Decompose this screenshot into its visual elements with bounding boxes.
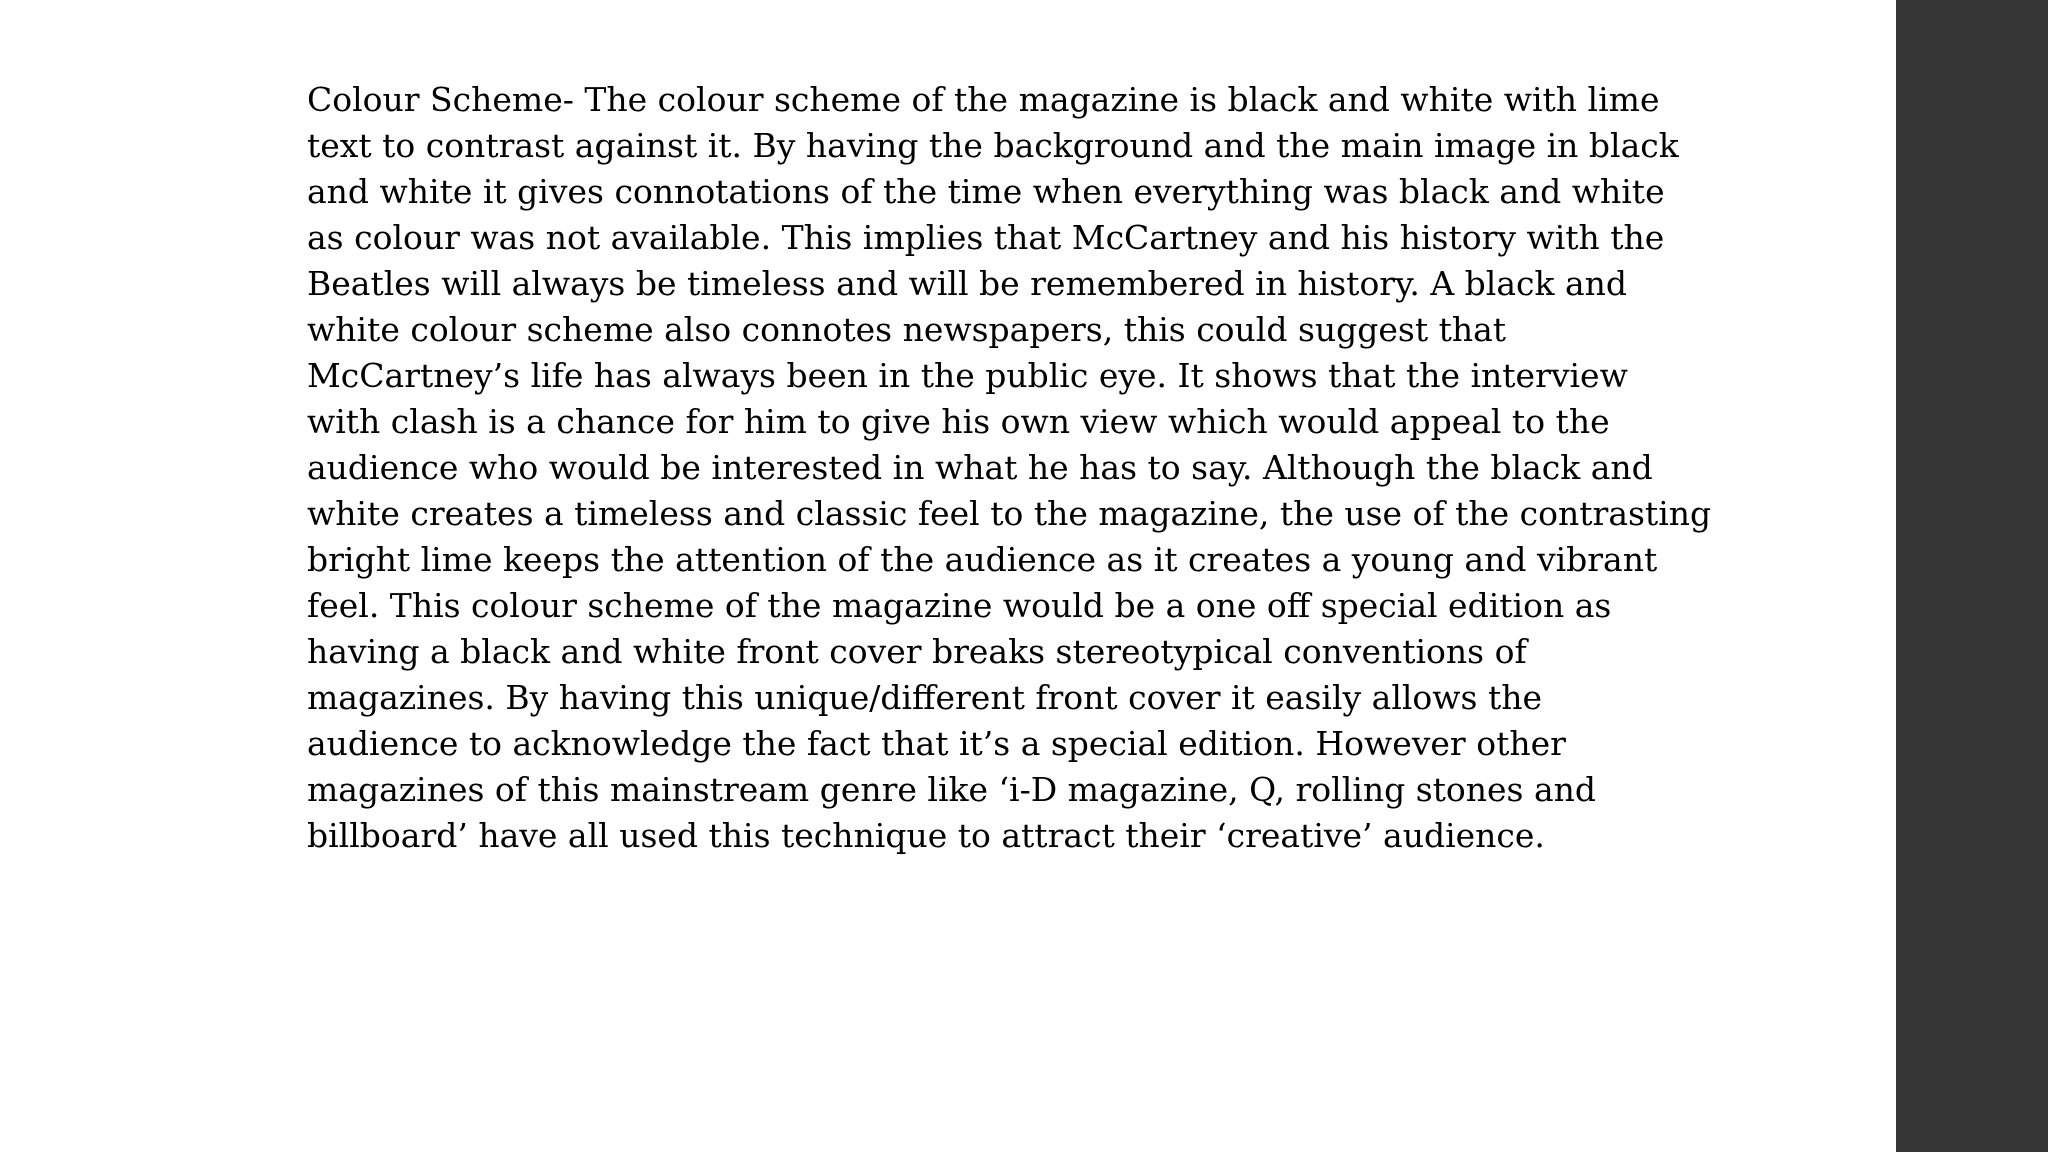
text-line: magazines of this mainstream genre like ‘i-D magazine, Q, rolling stones and: [307, 770, 1597, 809]
text-line: white creates a timeless and classic feel to the magazine, the use of the contrasting: [307, 494, 1712, 533]
text-line: having a black and white front cover breaks stereotypical conventions of: [307, 632, 1527, 671]
text-line: white colour scheme also connotes newspapers, this could suggest that: [307, 310, 1507, 349]
text-line: billboard’ have all used this technique to attract their ‘creative’ audience.: [307, 816, 1545, 855]
text-line: feel. This colour scheme of the magazine would be a one off special edition as: [307, 586, 1612, 625]
text-line: text to contrast against it. By having the background and the main image in black: [307, 126, 1679, 165]
text-line: with clash is a chance for him to give his own view which would appeal to the: [307, 402, 1610, 441]
dark-side-panel: [1896, 0, 2048, 1152]
text-line: Colour Scheme- The colour scheme of the magazine is black and white with lime: [307, 80, 1660, 119]
text-line: as colour was not available. This implies that McCartney and his history with the: [307, 218, 1665, 257]
text-line: McCartney’s life has always been in the public eye. It shows that the interview: [307, 356, 1628, 395]
body-text: [307, 77, 1737, 859]
text-line: Beatles will always be timeless and will be remembered in history. A black and: [307, 264, 1628, 303]
text-line: audience to acknowledge the fact that it’s a special edition. However other: [307, 724, 1566, 763]
text-line: bright lime keeps the attention of the audience as it creates a young and vibrant: [307, 540, 1658, 579]
text-line: audience who would be interested in what he has to say. Although the black and: [307, 448, 1653, 487]
text-line: and white it gives connotations of the time when everything was black and white: [307, 172, 1665, 211]
text-line: magazines. By having this unique/different front cover it easily allows the: [307, 678, 1543, 717]
